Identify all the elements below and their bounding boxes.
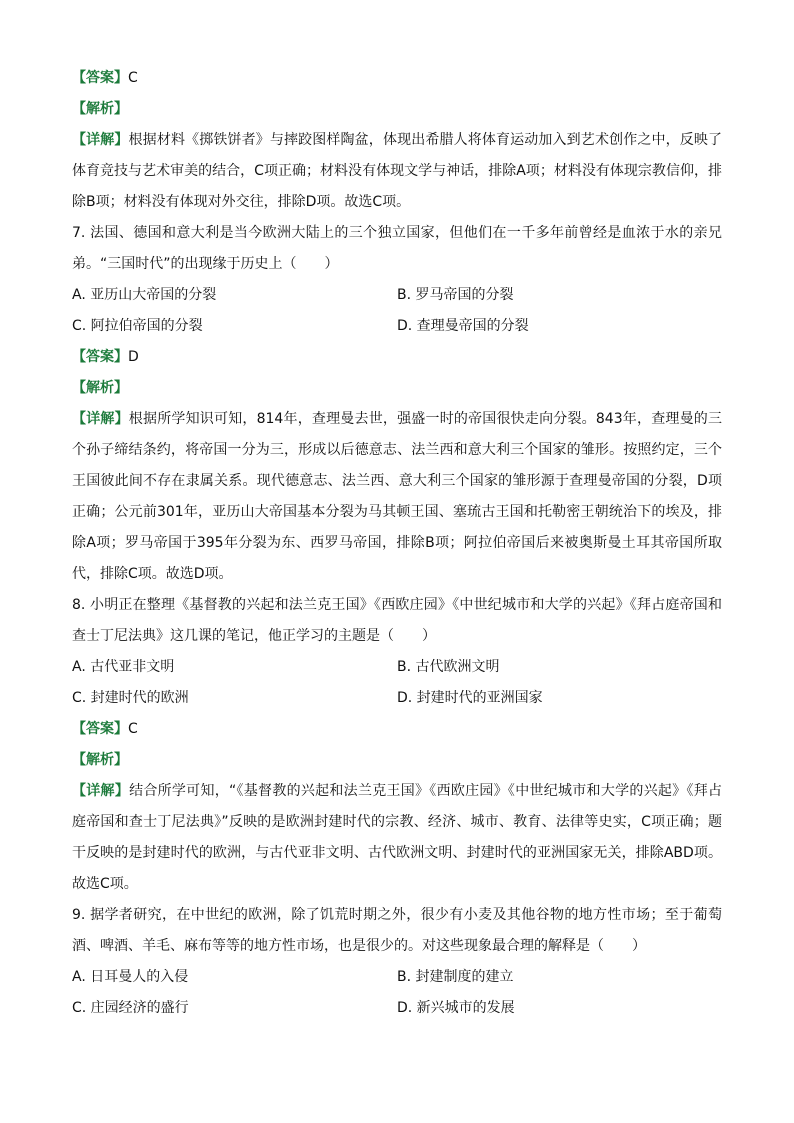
option-row-q8-2 (72, 683, 722, 714)
answer-line-q7 (72, 342, 722, 373)
detail-label: 【详解】 (72, 132, 129, 148)
analysis-label: 【解析】 (72, 380, 128, 396)
detail-text: 结合所学可知，“《基督教的兴起和法兰克王国》《西欧庄园》《中世纪城市和大学的兴起》《拜占庭帝国和查士丁尼法典》”反映的是欧洲封建时代的宗教、经济、城市、教育、法律等史实，C项正确；题干反映的是封建时代的欧洲，与古代亚非文明、古代欧洲文明、封建时代的亚洲国家无关，排除ABD项。故选C项。 (72, 783, 722, 892)
analysis-label: 【解析】 (72, 752, 128, 768)
question-stem-q8: 8. 小明正在整理《基督教的兴起和法兰克王国》《西欧庄园》《中世纪城市和大学的兴起》《拜占庭帝国和查士丁尼法典》这几课的笔记，他正学习的主题是（ ） (72, 597, 722, 644)
detail-paragraph-q7 (72, 404, 722, 590)
option-c: C. 封建时代的欧洲 (72, 690, 189, 706)
option-a: A. 亚历山大帝国的分裂 (72, 287, 217, 303)
analysis-heading-q6 (72, 94, 722, 125)
option-b: B. 古代欧洲文明 (397, 659, 500, 675)
option-row-q8-1 (72, 652, 722, 683)
option-row-q7-1 (72, 280, 722, 311)
analysis-label: 【解析】 (72, 101, 128, 117)
answer-line-q8 (72, 714, 722, 745)
option-b: B. 罗马帝国的分裂 (397, 287, 514, 303)
detail-paragraph-q6 (72, 125, 722, 218)
analysis-heading-q8 (72, 745, 722, 776)
option-d: D. 新兴城市的发展 (397, 1000, 515, 1016)
question-stem-q9: 9. 据学者研究，在中世纪的欧洲，除了饥荒时期之外，很少有小麦及其他谷物的地方性市场；至于葡萄酒、啤酒、羊毛、麻布等等的地方性市场，也是很少的。对这些现象最合理的解释是（ ） (72, 907, 722, 954)
option-d: D. 查理曼帝国的分裂 (397, 318, 529, 334)
option-c: C. 庄园经济的盛行 (72, 1000, 189, 1016)
question-stem-q7: 7. 法国、德国和意大利是当今欧洲大陆上的三个独立国家，但他们在一千多年前曾经是血浓于水的亲兄弟。“三国时代”的出现缘于历史上（ ） (72, 225, 722, 272)
answer-label: 【答案】 (72, 70, 128, 86)
option-c: C. 阿拉伯帝国的分裂 (72, 318, 203, 334)
detail-label: 【详解】 (72, 783, 130, 799)
answer-value: C (128, 721, 138, 737)
answer-label: 【答案】 (72, 721, 128, 737)
detail-text: 根据所学知识可知，814年，查理曼去世，强盛一时的帝国很快走向分裂。843年，查理曼的三个孙子缔结条约，将帝国一分为三，形成以后德意志、法兰西和意大利三个国家的雏形。按照约定，三个王国彼此间不存在隶属关系。现代德意志、法兰西、意大利三个国家的雏形源于查理曼帝国的分裂，D项正确；公元前301年，亚历山大帝国基本分裂为马其顿王国、塞琉古王国和托勒密王朝统治下的埃及，排除A项；罗马帝国于395年分裂为东、西罗马帝国，排除B项；阿拉伯帝国后来被奥斯曼土耳其帝国所取代，排除C项。故选D项。 (72, 411, 722, 582)
answer-label: 【答案】 (72, 349, 128, 365)
option-a: A. 日耳曼人的入侵 (72, 969, 189, 985)
option-row-q9-1 (72, 962, 722, 993)
option-d: D. 封建时代的亚洲国家 (397, 690, 543, 706)
detail-label: 【详解】 (72, 411, 129, 427)
answer-value: C (128, 70, 138, 86)
option-row-q9-2 (72, 993, 722, 1024)
answer-value: D (128, 349, 139, 365)
document-page (72, 63, 722, 1024)
option-row-q7-2 (72, 311, 722, 342)
option-b: B. 封建制度的建立 (397, 969, 514, 985)
detail-paragraph-q8 (72, 776, 722, 900)
answer-line-q6 (72, 63, 722, 94)
analysis-heading-q7 (72, 373, 722, 404)
detail-text: 根据材料《掷铁饼者》与摔跤图样陶盆，体现出希腊人将体育运动加入到艺术创作之中，反映了体育竞技与艺术审美的结合，C项正确；材料没有体现文学与神话，排除A项；材料没有体现宗教信仰，排除B项；材料没有体现对外交往，排除D项。故选C项。 (72, 132, 723, 210)
option-a: A. 古代亚非文明 (72, 659, 175, 675)
